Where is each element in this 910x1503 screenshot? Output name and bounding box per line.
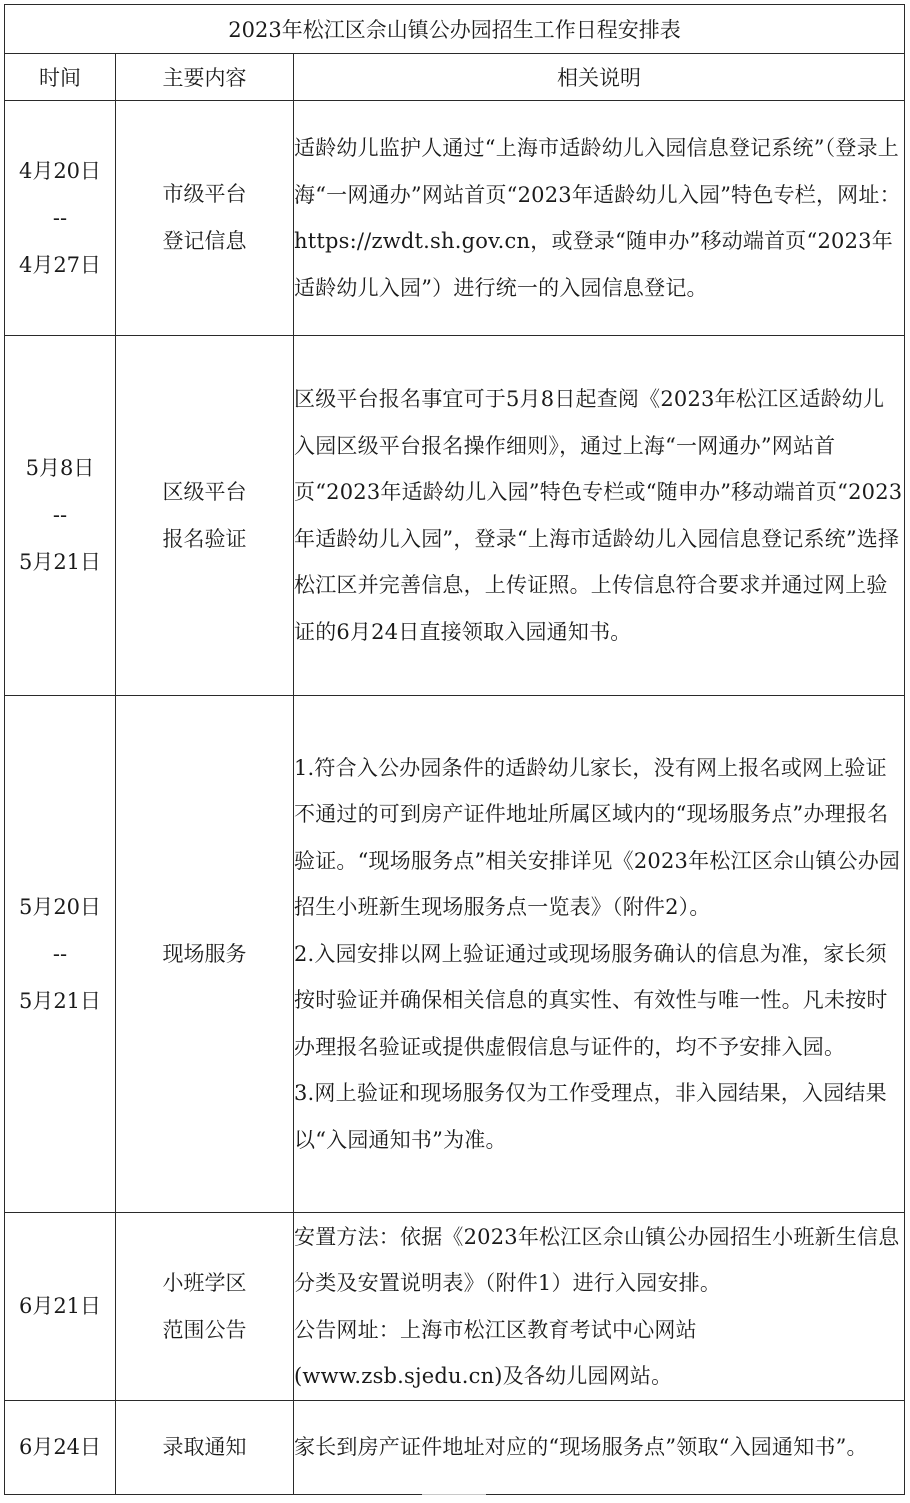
date-end: 5月21日	[18, 988, 102, 1013]
date-end: 4月27日	[18, 252, 102, 277]
content-line: 小班学区	[162, 1270, 247, 1295]
date-separator: --	[52, 941, 68, 966]
content-line: 范围公告	[162, 1317, 247, 1342]
date-separator: --	[52, 205, 68, 230]
title-row	[5, 5, 905, 54]
desc-cell	[294, 696, 905, 1213]
content-line: 市级平台	[162, 182, 247, 206]
header-desc: 相关说明	[294, 54, 905, 101]
header-row	[5, 54, 905, 101]
desc-item: 公告网址：上海市松江区教育考试中心网站(www.zsb.sjedu.cn)及各幼儿园网站。	[294, 1317, 697, 1388]
date-start: 5月8日	[25, 456, 95, 480]
header-content: 主要内容	[116, 54, 294, 101]
content-cell	[116, 696, 294, 1213]
table-row	[5, 1213, 905, 1401]
desc-text: 家长到房产证件地址对应的“现场服务点”领取“入园通知书”。	[294, 1435, 868, 1460]
desc-item: 1.符合入公办园条件的适龄幼儿家长，没有网上报名或网上验证不通过的可到房产证件地址所属区域内的“现场服务点”办理报名验证。“现场服务点”相关安排详见《2023年松江区佘山镇公办园招生小班新生现场服务点一览表》（附件2）。	[294, 755, 901, 920]
content-line: 报名验证	[162, 526, 247, 551]
content-line: 登记信息	[162, 229, 247, 253]
content-line: 现场服务	[162, 941, 247, 966]
schedule-table	[4, 4, 905, 1495]
desc-text: 区级平台报名事宜可于5月8日起查阅《2023年松江区适龄幼儿入园区级平台报名操作细则》，通过上海“一网通办”网站首页“2023年适龄幼儿入园”特色专栏或“随申办”移动端首页“2023年适龄幼儿入园”，登录“上海市适龄幼儿入园信息登记系统”选择松江区并完善信息，上传证照。上传信息符合要求并通过网上验证的6月24日直接领取入园通知书。	[294, 387, 903, 644]
date-start: 6月24日	[18, 1435, 102, 1459]
desc-cell	[294, 1213, 905, 1401]
table-row	[5, 336, 905, 696]
date-cell	[5, 336, 116, 696]
table-row	[5, 696, 905, 1213]
content-line: 区级平台	[162, 479, 247, 504]
content-line: 录取通知	[162, 1435, 247, 1459]
table-title: 2023年松江区佘山镇公办园招生工作日程安排表	[5, 5, 905, 54]
content-cell	[116, 101, 294, 336]
date-start: 4月20日	[18, 158, 102, 183]
date-start: 6月21日	[18, 1294, 102, 1318]
date-cell	[5, 1213, 116, 1401]
content-cell	[116, 1401, 294, 1495]
date-start: 5月20日	[18, 894, 102, 919]
date-separator: --	[52, 503, 68, 527]
table-row	[5, 1401, 905, 1495]
desc-cell	[294, 336, 905, 696]
content-cell	[116, 1213, 294, 1401]
date-cell	[5, 1401, 116, 1495]
desc-cell	[294, 101, 905, 336]
table-row	[5, 101, 905, 336]
date-end: 5月21日	[18, 550, 102, 574]
date-cell	[5, 696, 116, 1213]
header-time: 时间	[5, 54, 116, 101]
desc-item: 3.网上验证和现场服务仅为工作受理点，非入园结果，入园结果以“入园通知书”为准。	[294, 1081, 887, 1152]
desc-cell	[294, 1401, 905, 1495]
desc-text: 适龄幼儿监护人通过“上海市适龄幼儿入园信息登记系统”（登录上海“一网通办”网站首页“2023年适龄幼儿入园”特色专栏，网址： https://zwdt.sh.gov.cn，或登录“随申办”移动端首页“2023年适龄幼儿入园”）进行统一的入园信息登记。	[294, 136, 901, 300]
content-cell	[116, 336, 294, 696]
desc-item: 2.入园安排以网上验证通过或现场服务确认的信息为准，家长须按时验证并确保相关信息的真实性、有效性与唯一性。凡未按时办理报名验证或提供虚假信息与证件的，均不予安排入园。	[294, 941, 888, 1059]
date-cell	[5, 101, 116, 336]
desc-item: 安置方法：依据《2023年松江区佘山镇公办园招生小班新生信息分类及安置说明表》（附件1）进行入园安排。	[294, 1224, 900, 1295]
